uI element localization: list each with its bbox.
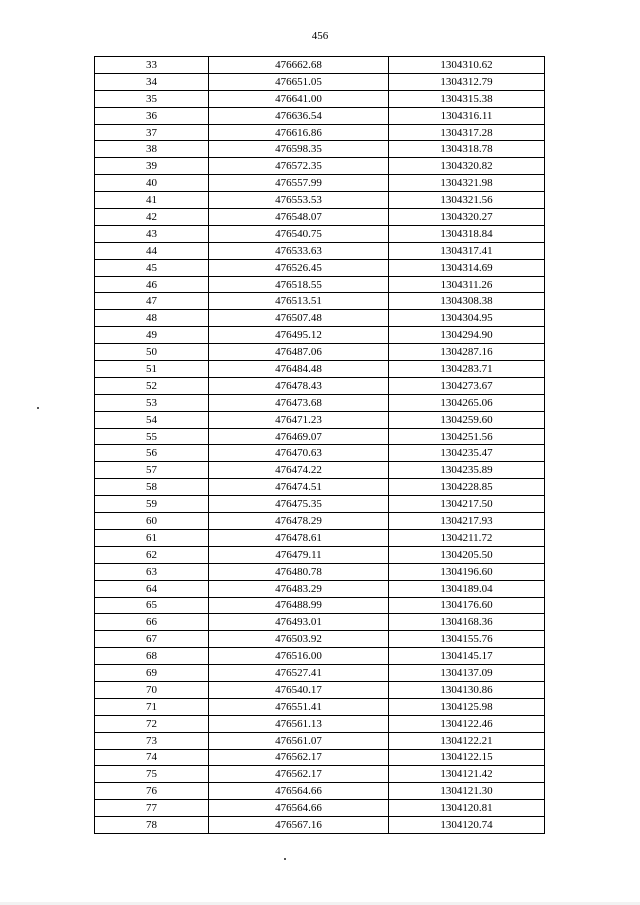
y-coordinate-cell: 1304155.76 — [389, 631, 545, 648]
y-coordinate-cell: 1304122.15 — [389, 749, 545, 766]
y-coordinate-cell: 1304311.26 — [389, 276, 545, 293]
y-coordinate-cell: 1304137.09 — [389, 665, 545, 682]
y-coordinate-cell: 1304125.98 — [389, 698, 545, 715]
table-row — [95, 242, 545, 259]
x-coordinate-cell: 476564.66 — [209, 800, 389, 817]
table-row — [95, 394, 545, 411]
x-coordinate-cell: 476616.86 — [209, 124, 389, 141]
x-coordinate-cell: 476478.61 — [209, 529, 389, 546]
y-coordinate-cell: 1304205.50 — [389, 546, 545, 563]
y-coordinate-cell: 1304294.90 — [389, 327, 545, 344]
point-number-cell: 62 — [95, 546, 209, 563]
x-coordinate-cell: 476526.45 — [209, 259, 389, 276]
y-coordinate-cell: 1304122.46 — [389, 715, 545, 732]
point-number-cell: 48 — [95, 310, 209, 327]
point-number-cell: 50 — [95, 344, 209, 361]
point-number-cell: 51 — [95, 361, 209, 378]
table-row — [95, 698, 545, 715]
point-number-cell: 43 — [95, 225, 209, 242]
point-number-cell: 55 — [95, 428, 209, 445]
point-number-cell: 45 — [95, 259, 209, 276]
point-number-cell: 77 — [95, 800, 209, 817]
point-number-cell: 44 — [95, 242, 209, 259]
point-number-cell: 67 — [95, 631, 209, 648]
point-number-cell: 63 — [95, 563, 209, 580]
point-number-cell: 68 — [95, 648, 209, 665]
table-row — [95, 225, 545, 242]
y-coordinate-cell: 1304235.89 — [389, 462, 545, 479]
x-coordinate-cell: 476561.13 — [209, 715, 389, 732]
table-row — [95, 462, 545, 479]
x-coordinate-cell: 476527.41 — [209, 665, 389, 682]
y-coordinate-cell: 1304211.72 — [389, 529, 545, 546]
x-coordinate-cell: 476598.35 — [209, 141, 389, 158]
x-coordinate-cell: 476474.22 — [209, 462, 389, 479]
x-coordinate-cell: 476548.07 — [209, 209, 389, 226]
y-coordinate-cell: 1304130.86 — [389, 681, 545, 698]
y-coordinate-cell: 1304176.60 — [389, 597, 545, 614]
x-coordinate-cell: 476475.35 — [209, 496, 389, 513]
point-number-cell: 56 — [95, 445, 209, 462]
table-row — [95, 732, 545, 749]
y-coordinate-cell: 1304121.30 — [389, 783, 545, 800]
point-number-cell: 58 — [95, 479, 209, 496]
table-row — [95, 209, 545, 226]
x-coordinate-cell: 476469.07 — [209, 428, 389, 445]
x-coordinate-cell: 476479.11 — [209, 546, 389, 563]
y-coordinate-cell: 1304217.93 — [389, 513, 545, 530]
table-row — [95, 310, 545, 327]
coordinates-table-body — [95, 57, 545, 834]
point-number-cell: 46 — [95, 276, 209, 293]
table-row — [95, 175, 545, 192]
point-number-cell: 33 — [95, 57, 209, 74]
table-row — [95, 428, 545, 445]
table-row — [95, 107, 545, 124]
y-coordinate-cell: 1304310.62 — [389, 57, 545, 74]
table-row — [95, 90, 545, 107]
margin-speck — [37, 407, 39, 409]
y-coordinate-cell: 1304312.79 — [389, 73, 545, 90]
table-row — [95, 141, 545, 158]
y-coordinate-cell: 1304196.60 — [389, 563, 545, 580]
y-coordinate-cell: 1304317.41 — [389, 242, 545, 259]
y-coordinate-cell: 1304145.17 — [389, 648, 545, 665]
point-number-cell: 69 — [95, 665, 209, 682]
y-coordinate-cell: 1304287.16 — [389, 344, 545, 361]
y-coordinate-cell: 1304228.85 — [389, 479, 545, 496]
table-row — [95, 597, 545, 614]
y-coordinate-cell: 1304318.78 — [389, 141, 545, 158]
x-coordinate-cell: 476473.68 — [209, 394, 389, 411]
x-coordinate-cell: 476488.99 — [209, 597, 389, 614]
table-row — [95, 344, 545, 361]
y-coordinate-cell: 1304265.06 — [389, 394, 545, 411]
point-number-cell: 70 — [95, 681, 209, 698]
x-coordinate-cell: 476557.99 — [209, 175, 389, 192]
point-number-cell: 53 — [95, 394, 209, 411]
table-row — [95, 479, 545, 496]
table-row — [95, 361, 545, 378]
y-coordinate-cell: 1304122.21 — [389, 732, 545, 749]
x-coordinate-cell: 476551.41 — [209, 698, 389, 715]
x-coordinate-cell: 476487.06 — [209, 344, 389, 361]
x-coordinate-cell: 476478.43 — [209, 377, 389, 394]
point-number-cell: 75 — [95, 766, 209, 783]
y-coordinate-cell: 1304273.67 — [389, 377, 545, 394]
point-number-cell: 35 — [95, 90, 209, 107]
y-coordinate-cell: 1304315.38 — [389, 90, 545, 107]
x-coordinate-cell: 476507.48 — [209, 310, 389, 327]
x-coordinate-cell: 476572.35 — [209, 158, 389, 175]
coordinates-table — [94, 56, 545, 834]
point-number-cell: 47 — [95, 293, 209, 310]
point-number-cell: 37 — [95, 124, 209, 141]
point-number-cell: 40 — [95, 175, 209, 192]
x-coordinate-cell: 476471.23 — [209, 411, 389, 428]
table-row — [95, 411, 545, 428]
point-number-cell: 73 — [95, 732, 209, 749]
point-number-cell: 61 — [95, 529, 209, 546]
point-number-cell: 71 — [95, 698, 209, 715]
table-row — [95, 665, 545, 682]
x-coordinate-cell: 476662.68 — [209, 57, 389, 74]
y-coordinate-cell: 1304321.56 — [389, 192, 545, 209]
point-number-cell: 36 — [95, 107, 209, 124]
table-row — [95, 563, 545, 580]
x-coordinate-cell: 476513.51 — [209, 293, 389, 310]
y-coordinate-cell: 1304217.50 — [389, 496, 545, 513]
y-coordinate-cell: 1304320.82 — [389, 158, 545, 175]
table-row — [95, 327, 545, 344]
table-row — [95, 496, 545, 513]
x-coordinate-cell: 476533.63 — [209, 242, 389, 259]
y-coordinate-cell: 1304316.11 — [389, 107, 545, 124]
y-coordinate-cell: 1304308.38 — [389, 293, 545, 310]
table-row — [95, 158, 545, 175]
point-number-cell: 59 — [95, 496, 209, 513]
point-number-cell: 42 — [95, 209, 209, 226]
footer-speck — [284, 858, 286, 860]
point-number-cell: 65 — [95, 597, 209, 614]
y-coordinate-cell: 1304318.84 — [389, 225, 545, 242]
table-row — [95, 546, 545, 563]
y-coordinate-cell: 1304317.28 — [389, 124, 545, 141]
table-row — [95, 529, 545, 546]
y-coordinate-cell: 1304189.04 — [389, 580, 545, 597]
x-coordinate-cell: 476484.48 — [209, 361, 389, 378]
x-coordinate-cell: 476483.29 — [209, 580, 389, 597]
point-number-cell: 72 — [95, 715, 209, 732]
table-row — [95, 817, 545, 834]
point-number-cell: 54 — [95, 411, 209, 428]
point-number-cell: 52 — [95, 377, 209, 394]
y-coordinate-cell: 1304251.56 — [389, 428, 545, 445]
point-number-cell: 64 — [95, 580, 209, 597]
x-coordinate-cell: 476478.29 — [209, 513, 389, 530]
table-row — [95, 766, 545, 783]
x-coordinate-cell: 476651.05 — [209, 73, 389, 90]
table-row — [95, 681, 545, 698]
point-number-cell: 76 — [95, 783, 209, 800]
table-row — [95, 57, 545, 74]
point-number-cell: 49 — [95, 327, 209, 344]
x-coordinate-cell: 476470.63 — [209, 445, 389, 462]
table-row — [95, 749, 545, 766]
x-coordinate-cell: 476567.16 — [209, 817, 389, 834]
y-coordinate-cell: 1304121.42 — [389, 766, 545, 783]
x-coordinate-cell: 476493.01 — [209, 614, 389, 631]
x-coordinate-cell: 476553.53 — [209, 192, 389, 209]
y-coordinate-cell: 1304304.95 — [389, 310, 545, 327]
x-coordinate-cell: 476540.75 — [209, 225, 389, 242]
table-row — [95, 783, 545, 800]
table-row — [95, 293, 545, 310]
x-coordinate-cell: 476562.17 — [209, 766, 389, 783]
y-coordinate-cell: 1304120.81 — [389, 800, 545, 817]
point-number-cell: 41 — [95, 192, 209, 209]
x-coordinate-cell: 476636.54 — [209, 107, 389, 124]
y-coordinate-cell: 1304235.47 — [389, 445, 545, 462]
point-number-cell: 74 — [95, 749, 209, 766]
y-coordinate-cell: 1304259.60 — [389, 411, 545, 428]
table-row — [95, 800, 545, 817]
table-row — [95, 715, 545, 732]
point-number-cell: 38 — [95, 141, 209, 158]
point-number-cell: 39 — [95, 158, 209, 175]
point-number-cell: 60 — [95, 513, 209, 530]
x-coordinate-cell: 476564.66 — [209, 783, 389, 800]
table-row — [95, 73, 545, 90]
point-number-cell: 57 — [95, 462, 209, 479]
table-row — [95, 513, 545, 530]
x-coordinate-cell: 476540.17 — [209, 681, 389, 698]
x-coordinate-cell: 476480.78 — [209, 563, 389, 580]
y-coordinate-cell: 1304120.74 — [389, 817, 545, 834]
table-row — [95, 259, 545, 276]
point-number-cell: 66 — [95, 614, 209, 631]
table-row — [95, 124, 545, 141]
x-coordinate-cell: 476562.17 — [209, 749, 389, 766]
page-number: 456 — [311, 30, 329, 42]
x-coordinate-cell: 476641.00 — [209, 90, 389, 107]
x-coordinate-cell: 476495.12 — [209, 327, 389, 344]
table-row — [95, 276, 545, 293]
x-coordinate-cell: 476518.55 — [209, 276, 389, 293]
x-coordinate-cell: 476561.07 — [209, 732, 389, 749]
y-coordinate-cell: 1304314.69 — [389, 259, 545, 276]
x-coordinate-cell: 476503.92 — [209, 631, 389, 648]
table-row — [95, 648, 545, 665]
y-coordinate-cell: 1304320.27 — [389, 209, 545, 226]
point-number-cell: 78 — [95, 817, 209, 834]
table-row — [95, 377, 545, 394]
y-coordinate-cell: 1304321.98 — [389, 175, 545, 192]
table-row — [95, 445, 545, 462]
table-row — [95, 631, 545, 648]
table-row — [95, 192, 545, 209]
x-coordinate-cell: 476474.51 — [209, 479, 389, 496]
point-number-cell: 34 — [95, 73, 209, 90]
table-row — [95, 580, 545, 597]
x-coordinate-cell: 476516.00 — [209, 648, 389, 665]
y-coordinate-cell: 1304283.71 — [389, 361, 545, 378]
y-coordinate-cell: 1304168.36 — [389, 614, 545, 631]
table-row — [95, 614, 545, 631]
